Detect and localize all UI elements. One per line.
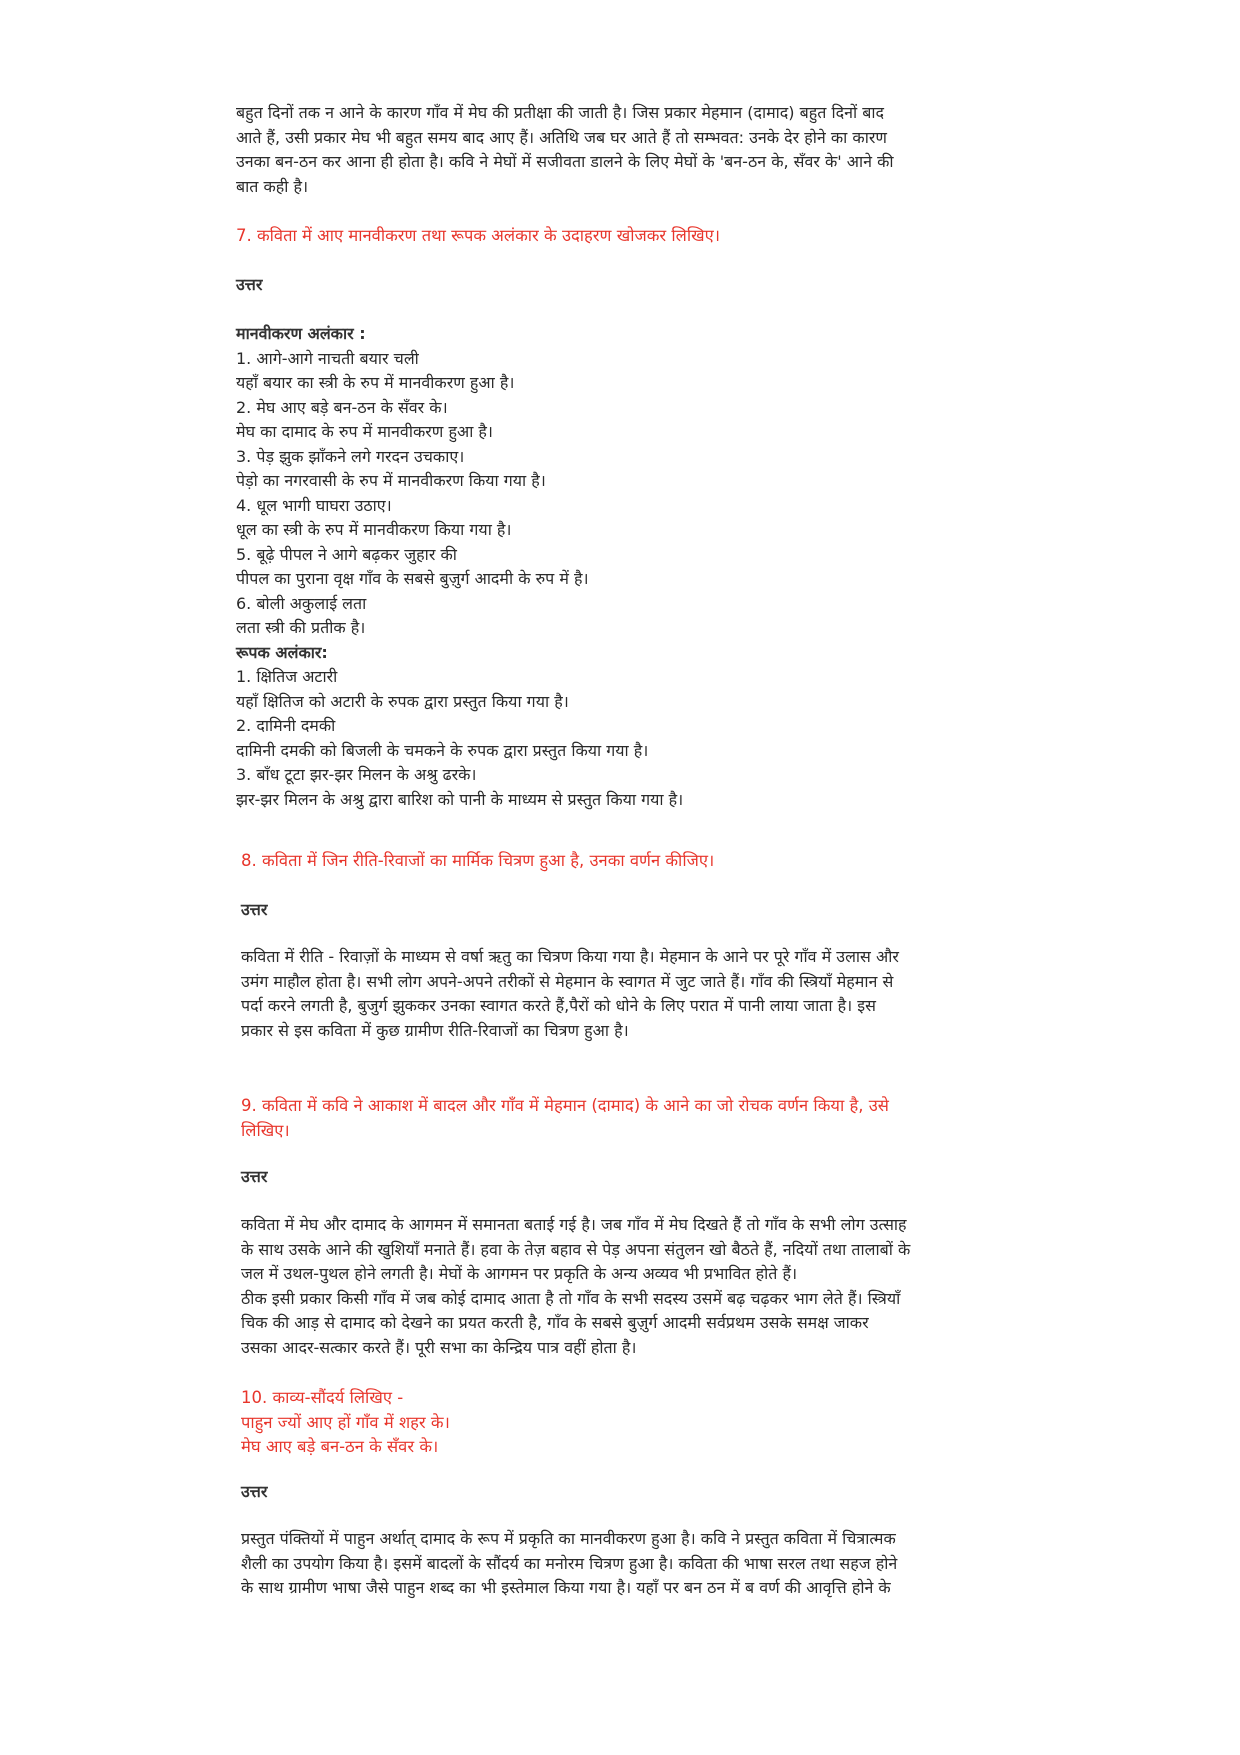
list-item: 3. पेड़ झुक झाँकने लगे गरदन उचकाए।: [236, 446, 465, 466]
text-line: प्रकार से इस कविता में कुछ ग्रामीण रीति-रिवाजों का चित्रण हुआ है।: [241, 1020, 629, 1040]
manvikaran-heading: मानवीकरण अलंकार :: [236, 324, 366, 343]
list-item: पीपल का पुराना वृक्ष गाँव के सबसे बुज़ुर्ग आदमी के रुप में है।: [236, 569, 589, 588]
question-line: 9. कविता में कवि ने आकाश में बादल और गाँव में मेहमान (दामाद) के आने का जो रोचक वर्णन किया है, उसे: [241, 1096, 889, 1115]
text-line: चिक की आड़ से दामाद को देखने का प्रयत करती है, गाँव के सबसे बुज़ुर्ग आदमी सर्वप्रथम उसके समक्ष जाकर: [241, 1313, 869, 1332]
list-item: मेघ का दामाद के रुप में मानवीकरण हुआ है।: [236, 422, 493, 441]
list-item: दामिनी दमकी को बिजली के चमकने के रुपक द्वारा प्रस्तुत किया गया है।: [236, 740, 649, 760]
text-line: प्रस्तुत पंक्तियों में पाहुन अर्थात् दामाद के रूप में प्रकृति का मानवीकरण हुआ है। कवि ने प्रस्तुत कविता में चित्रात्मक: [241, 1529, 896, 1548]
list-item: लता स्त्री की प्रतीक है।: [236, 618, 366, 637]
question-7: 7. कविता में आए मानवीकरण तथा रूपक अलंकार के उदाहरण खोजकर लिखिए।: [236, 226, 720, 245]
q10-answer: [241, 1527, 1016, 1601]
text-line: ठीक इसी प्रकार किसी गाँव में जब कोई दामाद आता है तो गाँव के सभी सदस्य उसमें बढ़ चढ़कर भाग लेते हैं। स्त्रियाँ: [241, 1288, 901, 1308]
list-item: 3. बाँध टूटा झर-झर मिलन के अश्रु ढरके।: [236, 765, 477, 784]
question-line: 10. काव्य-सौंदर्य लिखिए -: [241, 1388, 404, 1407]
text-line: के साथ ग्रामीण भाषा जैसे पाहुन शब्द का भी इस्तेमाल किया गया है। यहाँ पर बन ठन में ब वर्ण की आवृत्ति होने के: [241, 1578, 891, 1597]
list-item: 1. क्षितिज अटारी: [236, 667, 338, 686]
answer-label: उत्तर: [236, 275, 263, 294]
list-item: 2. मेघ आए बड़े बन-ठन के सँवर के।: [236, 397, 448, 417]
list-item: धूल का स्त्री के रुप में मानवीकरण किया गया है।: [236, 520, 512, 539]
answer-label: उत्तर: [241, 1482, 268, 1501]
question-line: लिखिए।: [241, 1120, 290, 1140]
question-line: पाहुन ज्यों आए हों गाँव में शहर के।: [241, 1412, 450, 1432]
list-item: यहाँ बयार का स्त्री के रुप में मानवीकरण हुआ है।: [236, 373, 515, 392]
text-line: उनका बन-ठन कर आना ही होता है। कवि ने मेघों में सजीवता डालने के लिए मेघों के 'बन-ठन के, सँवर के' आने की: [236, 152, 894, 171]
list-item: 4. धूल भागी घाघरा उठाए।: [236, 495, 392, 515]
text-line: बात कही है।: [236, 176, 309, 196]
text-line: कविता में रीति - रिवाज़ों के माध्यम से वर्षा ऋतु का चित्रण किया गया है। मेहमान के आने पर पूरे गाँव में उलास और: [241, 947, 899, 966]
list-item: झर-झर मिलन के अश्रु द्वारा बारिश को पानी के माध्यम से प्रस्तुत किया गया है।: [236, 789, 684, 809]
list-item: 6. बोली अकुलाई लता: [236, 593, 367, 613]
list-item: यहाँ क्षितिज को अटारी के रुपक द्वारा प्रस्तुत किया गया है।: [236, 691, 569, 711]
list-item: 2. दामिनी दमकी: [236, 716, 336, 735]
text-line: शैली का उपयोग किया है। इसमें बादलों के सौंदर्य का मनोरम चित्रण हुआ है। कविता की भाषा सरल तथा सहज होने: [241, 1553, 898, 1573]
text-line: बहुत दिनों तक न आने के कारण गाँव में मेघ की प्रतीक्षा की जाती है। जिस प्रकार मेहमान (दामाद) बहुत दिनों बाद: [236, 103, 884, 122]
question-line: मेघ आए बड़े बन-ठन के सँवर के।: [241, 1437, 439, 1456]
q9-answer: [241, 1213, 1016, 1360]
q7-answer: [236, 322, 1016, 812]
text-line: आते हैं, उसी प्रकार मेघ भी बहुत समय बाद आए हैं। अतिथि जब घर आते हैं तो सम्भवत: उनके देर होने का कारण: [236, 127, 887, 147]
q8-answer: [241, 945, 1016, 1043]
list-item: 1. आगे-आगे नाचती बयार चली: [236, 348, 419, 368]
list-item: पेड़ो का नगरवासी के रुप में मानवीकरण किया गया है।: [236, 471, 546, 490]
list-item: 5. बूढ़े पीपल ने आगे बढ़कर जुहार की: [236, 544, 457, 564]
text-line: के साथ उसके आने की खुशियाँ मनाते हैं। हवा के तेज़ बहाव से पेड़ अपना संतुलन खो बैठते हैं, नदियों तथा तालाबों के: [241, 1239, 911, 1259]
text-line: पर्दा करने लगती है, बुजुर्ग झुककर उनका स्वागत करते हैं,पैरों को धोने के लिए परात में पानी लाया जाता है। इस: [241, 996, 876, 1015]
text-line: कविता में मेघ और दामाद के आगमन में समानता बताई गई है। जब गाँव में मेघ दिखते हैं तो गाँव के सभी लोग उत्साह: [241, 1215, 907, 1234]
question-9: [241, 1094, 1016, 1143]
text-line: जल में उथल-पुथल होने लगती है। मेघों के आगमन पर प्रकृति के अन्य अव्यव भी प्रभावित होते हैं।: [241, 1264, 798, 1283]
question-8: 8. कविता में जिन रीति-रिवाजों का मार्मिक चित्रण हुआ है, उनका वर्णन कीजिए।: [241, 851, 715, 870]
rupak-heading: रूपक अलंकार:: [236, 642, 328, 662]
answer-label: उत्तर: [241, 1167, 268, 1186]
text-line: उमंग माहौल होता है। सभी लोग अपने-अपने तरीकों से मेहमान के स्वागत में जुट जाते हैं। गाँव की स्त्रियाँ मेहमान से: [241, 971, 894, 991]
intro-paragraph: [236, 101, 1016, 199]
answer-label: उत्तर: [241, 900, 268, 919]
text-line: उसका आदर-सत्कार करते हैं। पूरी सभा का केन्द्रिय पात्र वहीं होता है।: [241, 1337, 637, 1357]
question-10: [241, 1386, 1016, 1460]
